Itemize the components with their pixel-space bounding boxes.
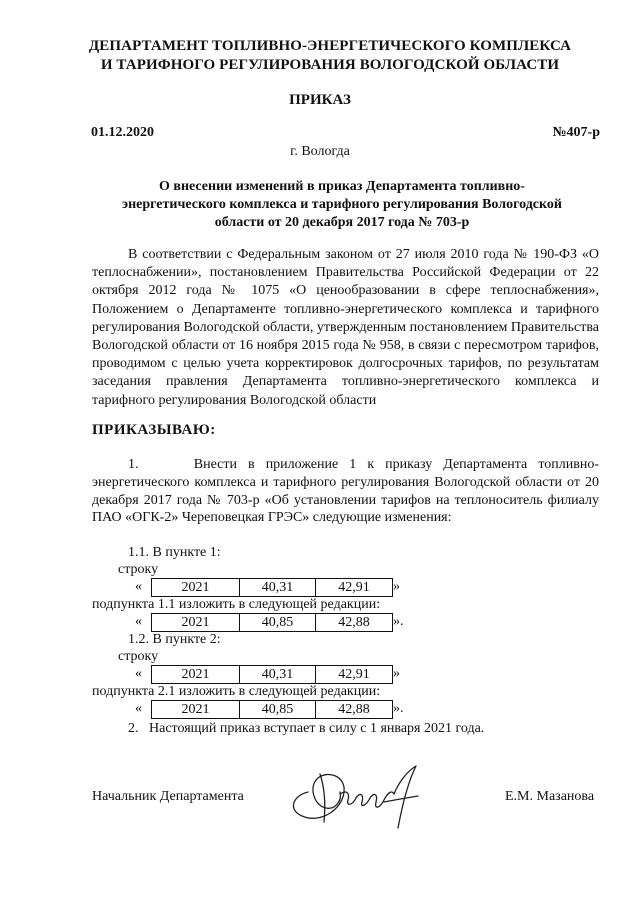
value-cells <box>151 700 393 719</box>
signatory-title: Начальник Департамента <box>92 789 244 804</box>
header-line-2: И ТАРИФНОГО РЕГУЛИРОВАНИЯ ВОЛОГОДСКОЙ ОБЛАСТИ <box>100 57 560 73</box>
value-cells <box>151 665 393 684</box>
item-1-paragraph: 1. Внести в приложение 1 к приказу Департамента топливно-энергетического комплекса и тарифного регулирования Вологодской области от 20 декабря 2017 года № 703-р «Об установлении тарифов на теплоноситель филиалу ПАО «ОГК-2» Череповецкая ГРЭС» следующие изменения: <box>92 457 599 526</box>
year-cell: 2021 <box>152 701 240 718</box>
order-number: №407-р <box>552 125 600 140</box>
subject-line-2: энергетического комплекса и тарифного регулирования Вологодской <box>122 197 562 212</box>
value-cell-2: 42,91 <box>338 580 370 595</box>
value-cells <box>151 613 393 632</box>
value-cell-2: 42,91 <box>338 667 370 682</box>
header-line-1: ДЕПАРТАМЕНТ ТОПЛИВНО-ЭНЕРГЕТИЧЕСКОГО КОМПЛЕКСА <box>88 38 572 54</box>
sub-item-1-1-middle: подпункта 1.1 изложить в следующей редакции: <box>92 597 381 612</box>
quote-open: « <box>135 579 142 594</box>
quote-close: » <box>393 579 400 594</box>
sub-item-1-2-middle: подпункта 2.1 изложить в следующей редакции: <box>92 684 381 699</box>
sub-item-1-2-stroku: строку <box>118 649 159 664</box>
quote-close: » <box>393 666 400 681</box>
department-header <box>80 37 580 75</box>
order-subject <box>92 178 592 232</box>
handwritten-signature-icon <box>280 762 435 830</box>
order-date: 01.12.2020 <box>91 125 154 140</box>
document-type-title: ПРИКАЗ <box>289 92 351 108</box>
preamble-paragraph: В соответствии с Федеральным законом от 27 июля 2010 года № 190-ФЗ «О теплоснабжении», постановлением Правительства Российской Федерации от 22 октября 2012 года № 1075 «О ценообразовании в сфере теплоснабжения», Положением о Департаменте топливно-энергетического комплекса и тарифного регулирования Вологодской области, утвержденным постановлением Правительства Вологодской области от 16 ноября 2015 года № 958, в связи с пересмотром тарифов, проводимом с целью учета корректировок долгосрочных тарифов, по результатам заседания правления Департамента топливно-энергетического комплекса и тарифного регулирования Вологодской области <box>92 247 599 408</box>
value-cells <box>151 578 393 597</box>
year-cell: 2021 <box>152 614 240 631</box>
quote-open: « <box>135 701 142 716</box>
year-cell: 2021 <box>152 666 240 683</box>
order-keyword: ПРИКАЗЫВАЮ: <box>92 422 216 438</box>
value-cell-2: 42,88 <box>338 615 370 630</box>
value-cell-1: 40,31 <box>240 666 316 683</box>
quote-open: « <box>135 666 142 681</box>
quote-open: « <box>135 614 142 629</box>
item-2-paragraph: 2. Настоящий приказ вступает в силу с 1 января 2021 года. <box>128 721 485 736</box>
value-cell-1: 40,85 <box>240 614 316 631</box>
year-cell: 2021 <box>152 579 240 596</box>
sub-item-1-1-stroku: строку <box>118 562 159 577</box>
value-cell-1: 40,85 <box>240 701 316 718</box>
city: г. Вологда <box>290 144 350 159</box>
sub-item-1-2-heading: 1.2. В пункте 2: <box>128 632 221 647</box>
subject-line-1: О внесении изменений в приказ Департамента топливно- <box>159 179 525 194</box>
value-cell-2: 42,88 <box>338 702 370 717</box>
quote-close: ». <box>393 614 404 629</box>
signatory-name: Е.М. Мазанова <box>505 789 595 804</box>
subject-line-3: области от 20 декабря 2017 года № 703-р <box>214 215 470 230</box>
value-cell-1: 40,31 <box>240 579 316 596</box>
quote-close: ». <box>393 701 404 716</box>
sub-item-1-1-heading: 1.1. В пункте 1: <box>128 545 221 560</box>
